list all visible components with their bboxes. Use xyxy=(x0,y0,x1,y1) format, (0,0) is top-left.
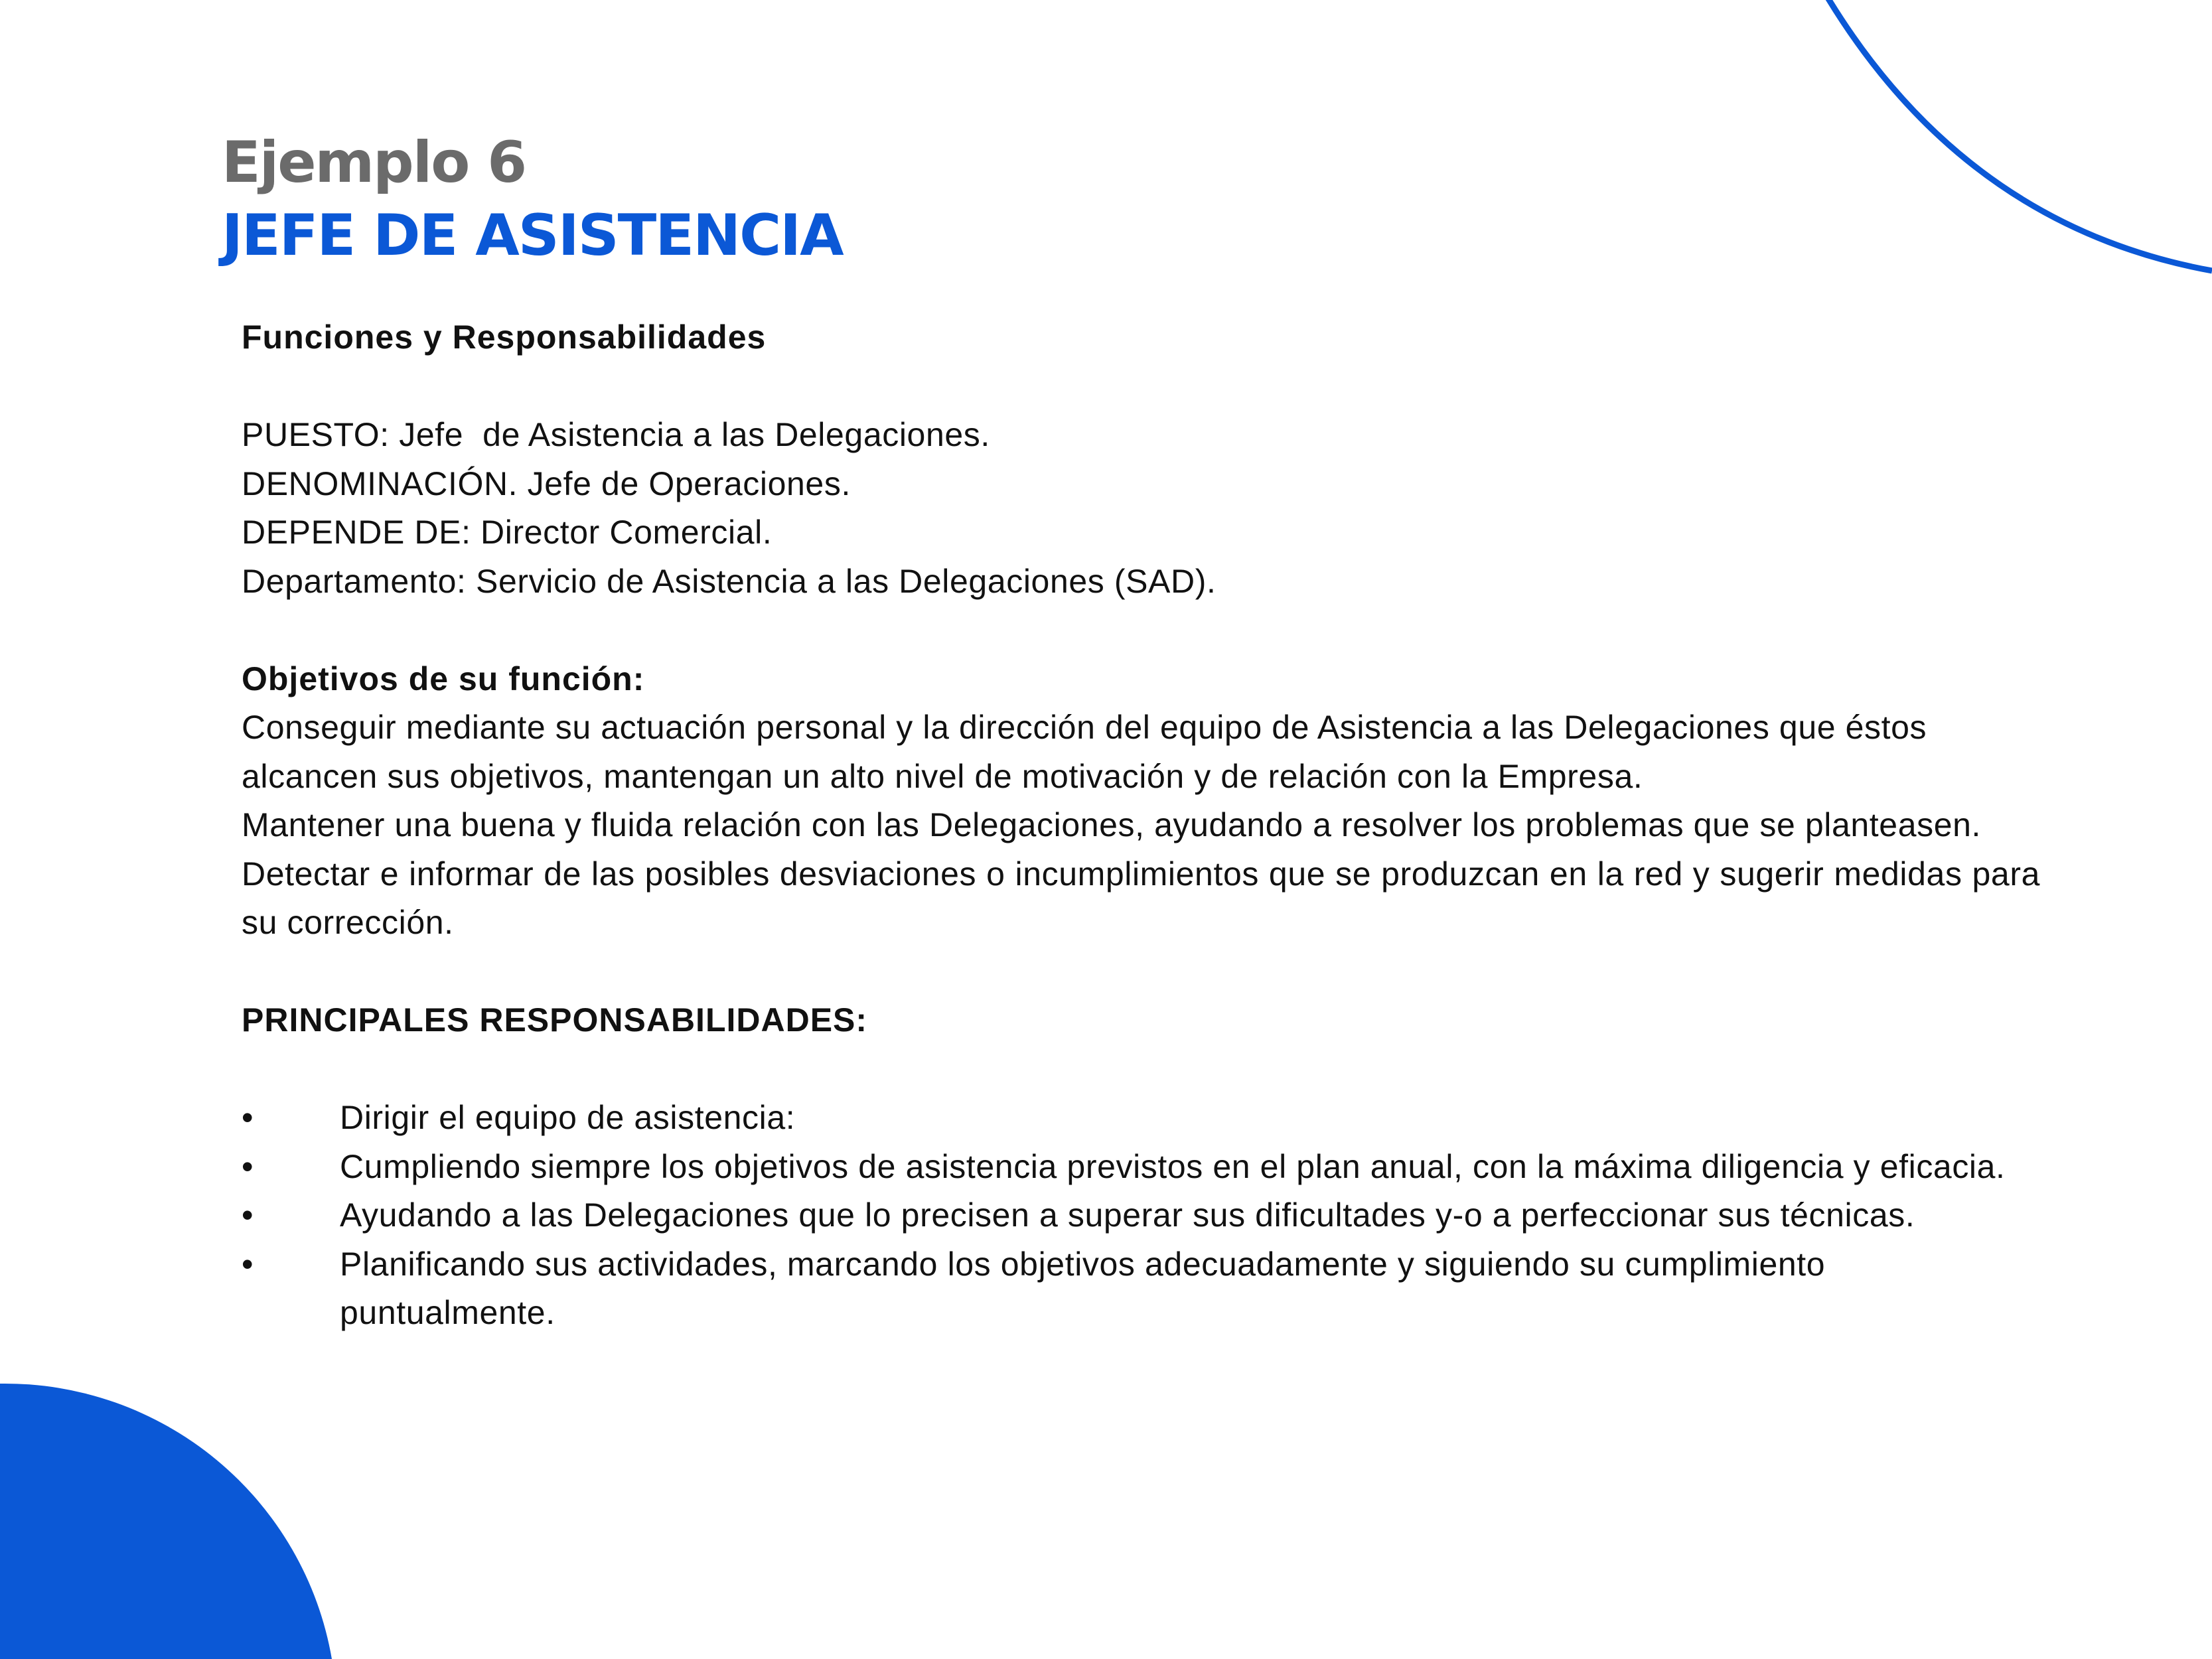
list-item xyxy=(242,1240,2040,1338)
list-item-text: Planificando sus actividades, marcando los objetivos adecuadamente y siguiendo su cumplimiento puntualmente. xyxy=(340,1245,1826,1331)
example-label: Ejemplo 6 xyxy=(222,129,526,196)
objectives-paragraph-3: Detectar e informar de las posibles desviaciones o incumplimientos que se produzcan en la red y sugerir medidas para su corrección. xyxy=(242,855,2040,941)
bullet-icon: • xyxy=(242,1196,254,1234)
spacer xyxy=(242,362,2040,411)
depende-line: DEPENDE DE: Director Comercial. xyxy=(242,514,773,551)
page-title: JEFE DE ASISTENCIA xyxy=(222,202,843,269)
objectives-paragraph-1: Conseguir mediante su actuación personal y la dirección del equipo de Asistencia a las Delegaciones que éstos alcancen sus objetivos, mantengan un alto nivel de motivación y de relación con la Empresa. xyxy=(242,709,1927,795)
list-item xyxy=(242,1191,2040,1240)
list-item-text: Ayudando a las Delegaciones que lo precisen a superar sus dificultades y-o a perfeccionar sus técnicas. xyxy=(340,1196,1915,1234)
departamento-line: Departamento: Servicio de Asistencia a las Delegaciones (SAD). xyxy=(242,562,1217,600)
document-body xyxy=(242,313,2040,1338)
bottom-left-quarter-circle xyxy=(0,1384,332,1659)
bullet-icon: • xyxy=(242,1147,254,1185)
spacer xyxy=(242,948,2040,997)
objectives-heading: Objetivos de su función: xyxy=(242,660,645,697)
spacer xyxy=(242,1045,2040,1094)
responsibilities-heading: PRINCIPALES RESPONSABILIDADES: xyxy=(242,1001,868,1039)
bullet-icon: • xyxy=(242,1245,254,1283)
list-item xyxy=(242,1143,2040,1192)
objectives-paragraph-2: Mantener una buena y fluida relación con las Delegaciones, ayudando a resolver los problemas que se planteasen. xyxy=(242,806,1982,843)
spacer xyxy=(242,606,2040,655)
responsibilities-list xyxy=(242,1094,2040,1338)
functions-heading: Funciones y Responsabilidades xyxy=(242,319,767,356)
denominacion-line: DENOMINACIÓN. Jefe de Operaciones. xyxy=(242,465,851,502)
top-right-arc xyxy=(1825,0,2212,271)
list-item-text: Cumpliendo siempre los objetivos de asistencia previstos en el plan anual, con la máxima diligencia y eficacia. xyxy=(340,1147,2006,1185)
bullet-icon: • xyxy=(242,1099,254,1136)
list-item-text: Dirigir el equipo de asistencia: xyxy=(340,1099,796,1136)
list-item xyxy=(242,1094,2040,1143)
puesto-line: PUESTO: Jefe de Asistencia a las Delegaciones. xyxy=(242,416,990,453)
